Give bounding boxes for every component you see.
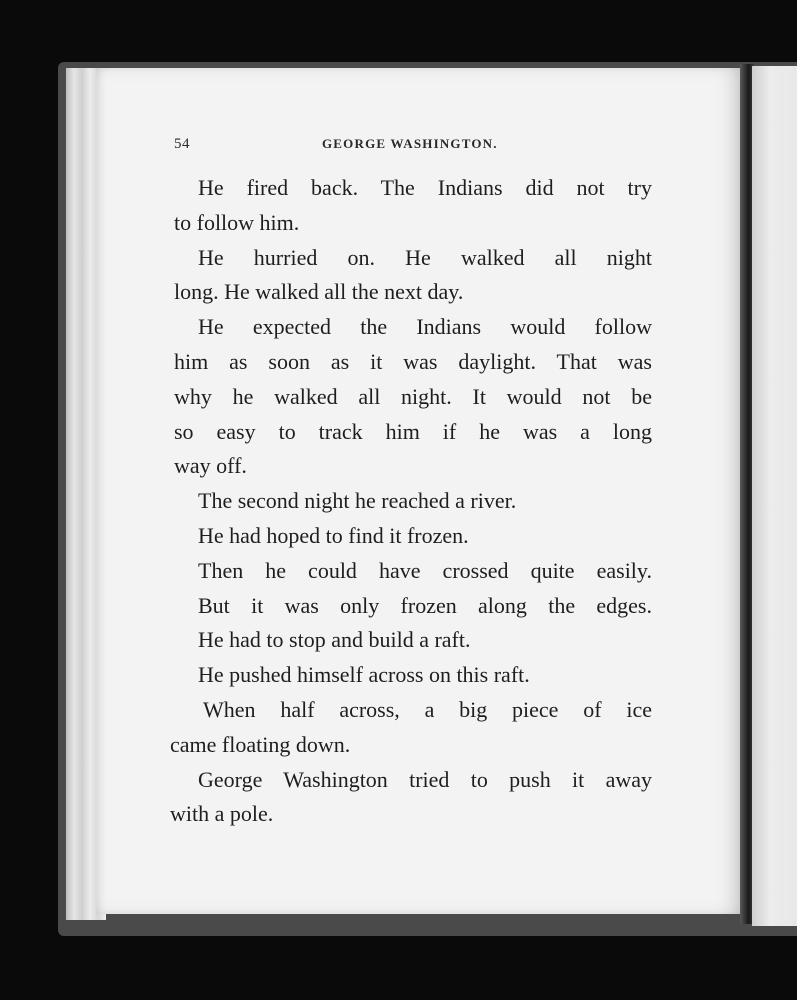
text-line: He had hoped to find it frozen.: [198, 522, 469, 548]
text-line: long. He walked all the next day.: [174, 279, 464, 305]
text-line: way off.: [174, 453, 247, 479]
text-line: why he walked all night. It would not be: [174, 383, 652, 409]
text-line: George Washington tried to push it away: [198, 766, 652, 792]
text-line: He pushed himself across on this raft.: [198, 662, 530, 688]
facing-page-edge: [752, 66, 797, 926]
page-number: 54: [174, 136, 190, 152]
text-line: Then he could have crossed quite easily.: [198, 557, 652, 583]
body-text: [170, 171, 652, 832]
text-line: When half across, a big piece of ice: [203, 696, 652, 722]
text-line: He had to stop and build a raft.: [198, 627, 471, 653]
text-line: came floating down.: [170, 731, 351, 757]
text-line: He fired back. The Indians did not try: [198, 175, 652, 200]
text-line: with a pole.: [170, 801, 274, 827]
text-line: so easy to track him if he was a long: [174, 418, 652, 444]
text-line: The second night he reached a river.: [198, 488, 517, 514]
text-line: He hurried on. He walked all night: [198, 244, 652, 270]
text-line: him as soon as it was daylight. That was: [174, 348, 652, 374]
text-line: But it was only frozen along the edges.: [198, 592, 652, 618]
text-line: to follow him.: [174, 209, 300, 235]
text-line: He expected the Indians would follow: [198, 314, 652, 340]
running-head: GEORGE WASHINGTON.: [322, 136, 498, 151]
